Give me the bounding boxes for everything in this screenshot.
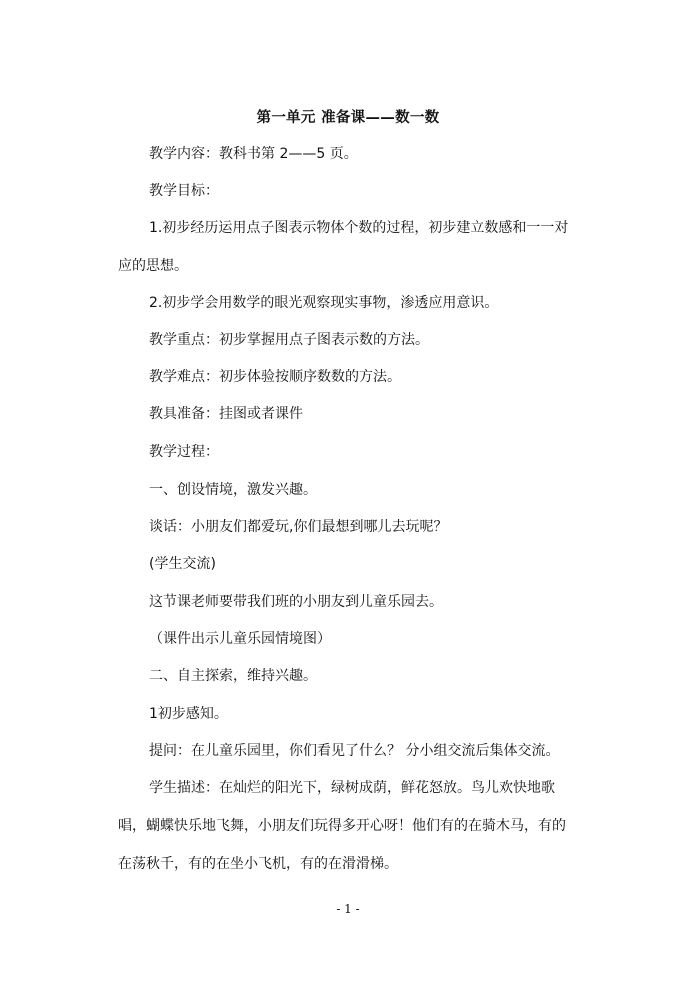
teaching-goals-heading: 教学目标： (149, 183, 219, 199)
student-description-line-1: 学生描述：在灿烂的阳光下，绿树成荫，鲜花怒放。鸟儿欢快地歌 (149, 780, 555, 796)
student-description-line-2: 唱，蝴蝶快乐地飞舞，小朋友们玩得多开心呀！他们有的在骑木马，有的 (118, 818, 566, 834)
teaching-aids-line: 教具准备：挂图或者课件 (149, 406, 303, 422)
teaching-process-heading: 教学过程： (149, 444, 219, 460)
key-point-line: 教学重点：初步掌握用点子图表示数的方法。 (149, 332, 429, 348)
teacher-statement-line: 这节课老师要带我们班的小朋友到儿童乐园去。 (149, 594, 443, 610)
question-line: 提问：在儿童乐园里，你们看见了什么？ 分小组交流后集体交流。 (149, 743, 560, 759)
initial-perception-line: 1初步感知。 (149, 706, 228, 722)
goal-1-line-1: 1.初步经历运用点子图表示物体个数的过程，初步建立数感和一一对 (149, 220, 569, 236)
section-2-heading: 二、自主探索，维持兴趣。 (149, 668, 317, 684)
student-description-line-3: 在荡秋千，有的在坐小飞机，有的在滑滑梯。 (118, 856, 398, 872)
courseware-note-line: （课件出示儿童乐园情境图） (149, 631, 331, 647)
student-exchange-line: (学生交流) (149, 556, 216, 572)
difficult-point-line: 教学难点：初步体验按顺序数数的方法。 (149, 369, 401, 385)
teaching-content-line: 教学内容：教科书第 2——5 页。 (149, 146, 358, 162)
goal-1-line-2: 应的思想。 (118, 258, 188, 274)
goal-2-line: 2.初步学会用数学的眼光观察现实事物，渗透应用意识。 (149, 295, 499, 311)
document-title: 第一单元 准备课——数一数 (256, 110, 440, 126)
section-1-heading: 一、创设情境，激发兴趣。 (149, 482, 317, 498)
page-number: - 1 - (336, 902, 360, 916)
dialogue-line: 谈话：小朋友们都爱玩,你们最想到哪儿去玩呢？ (149, 519, 448, 535)
